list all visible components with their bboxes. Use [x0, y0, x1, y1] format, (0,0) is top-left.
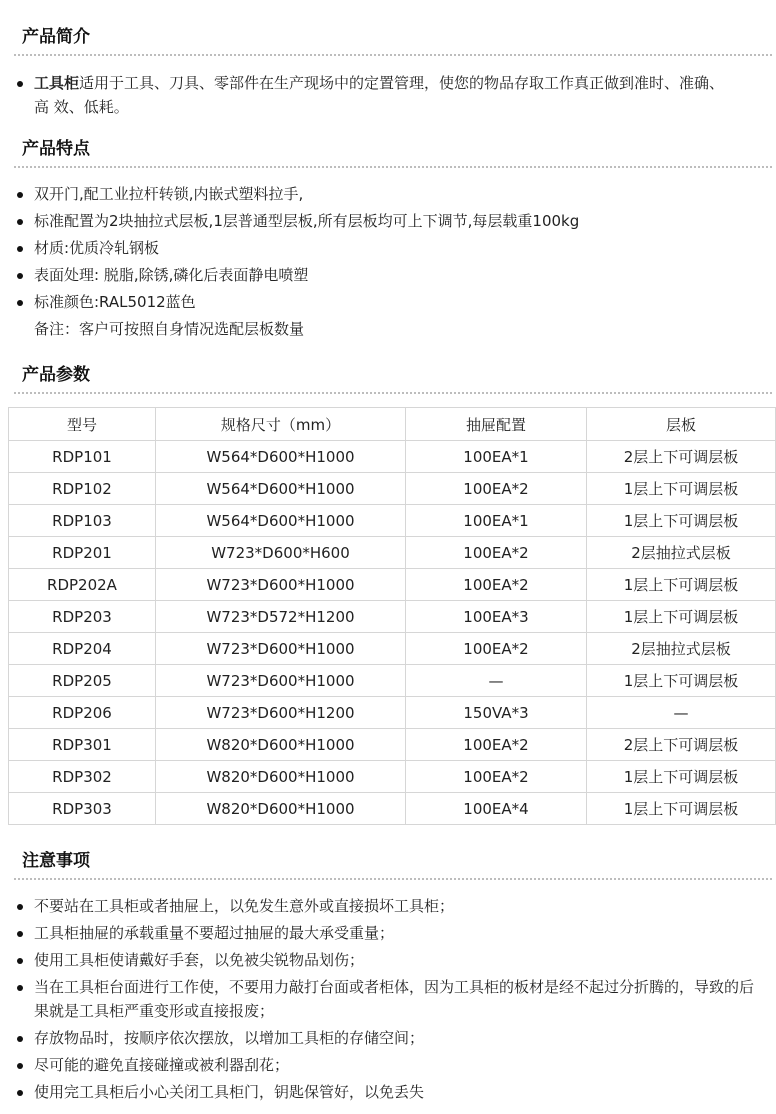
- intro-list: [0, 71, 776, 122]
- feature-item: [0, 182, 776, 206]
- feature-item-text: 标准颜色:RAL5012蓝色: [34, 293, 196, 311]
- table-row: [9, 505, 776, 537]
- cell-drawer: 100EA*2: [406, 729, 587, 761]
- cell-drawer: 100EA*4: [406, 793, 587, 825]
- bullet-dot-icon: [17, 1063, 23, 1069]
- cell-shelf: 2层抽拉式层板: [587, 633, 776, 665]
- cautions-title: 注意事项: [22, 851, 90, 871]
- cell-shelf: 1层上下可调层板: [587, 505, 776, 537]
- header-size: 规格尺寸（mm）: [156, 408, 406, 441]
- cell-drawer: 100EA*2: [406, 473, 587, 505]
- bullet-dot-icon: [17, 219, 23, 225]
- cell-size: W820*D600*H1000: [156, 793, 406, 825]
- cautions-divider: [14, 878, 772, 880]
- table-row: [9, 793, 776, 825]
- table-row: [9, 473, 776, 505]
- cell-model: RDP204: [9, 633, 156, 665]
- header-shelf: 层板: [587, 408, 776, 441]
- bullet-dot-icon: [17, 1036, 23, 1042]
- cell-size: W564*D600*H1000: [156, 505, 406, 537]
- cell-model: RDP203: [9, 601, 156, 633]
- feature-item: [0, 263, 776, 287]
- feature-item: [0, 290, 776, 314]
- bullet-dot-icon: [17, 81, 23, 87]
- feature-item-text: 材质:优质冷轧钢板: [34, 239, 160, 257]
- caution-item-text: 不要站在工具柜或者抽屉上，以免发生意外或直接损坏工具柜；: [34, 897, 455, 915]
- bullet-dot-icon: [17, 958, 23, 964]
- feature-item: [0, 236, 776, 260]
- intro-item-text-line2: 高 效、低耗。: [34, 98, 129, 116]
- params-title: 产品参数: [22, 365, 90, 385]
- spec-table: [8, 407, 776, 825]
- cell-drawer: 100EA*2: [406, 633, 587, 665]
- feature-item-text: 双开门,配工业拉杆转锁,内嵌式塑料拉手,: [34, 185, 304, 203]
- intro-title: 产品简介: [22, 27, 90, 47]
- cell-model: RDP303: [9, 793, 156, 825]
- feature-item-text: 标准配置为2块抽拉式层板,1层普通型层板,所有层板均可上下调节,每层载重100kg: [34, 212, 580, 230]
- caution-item-text: 当在工具柜台面进行工作使，不要用力敲打台面或者柜体，因为工具柜的板材是经不起过分折腾的，导致的后果就是工具柜严重变形或直接报废；: [34, 978, 755, 1020]
- cell-size: W820*D600*H1000: [156, 761, 406, 793]
- params-divider: [14, 392, 772, 394]
- cell-drawer: 150VA*3: [406, 697, 587, 729]
- cell-shelf: 1层上下可调层板: [587, 761, 776, 793]
- intro-item: [0, 71, 776, 119]
- cell-model: RDP301: [9, 729, 156, 761]
- cell-drawer: 100EA*2: [406, 537, 587, 569]
- cell-drawer: 100EA*2: [406, 761, 587, 793]
- bullet-dot-icon: [17, 273, 23, 279]
- cell-drawer: 100EA*2: [406, 569, 587, 601]
- caution-item: [0, 948, 776, 972]
- cell-drawer: 100EA*3: [406, 601, 587, 633]
- features-divider: [14, 166, 772, 168]
- table-row: [9, 441, 776, 473]
- feature-item: [0, 209, 776, 233]
- cell-size: W723*D600*H1000: [156, 569, 406, 601]
- caution-item: [0, 894, 776, 918]
- cell-size: W564*D600*H1000: [156, 441, 406, 473]
- cell-size: W820*D600*H1000: [156, 729, 406, 761]
- cell-model: RDP202A: [9, 569, 156, 601]
- cell-model: RDP302: [9, 761, 156, 793]
- table-row: [9, 537, 776, 569]
- cautions-list: [0, 894, 776, 1107]
- features-list: [0, 182, 776, 317]
- cell-shelf: 2层上下可调层板: [587, 441, 776, 473]
- cell-drawer: 100EA*1: [406, 505, 587, 537]
- bullet-dot-icon: [17, 300, 23, 306]
- caution-item-text: 工具柜抽屉的承载重量不要超过抽屉的最大承受重量；: [34, 924, 395, 942]
- caution-item-text: 尽可能的避免直接碰撞或被利器刮花；: [34, 1056, 290, 1074]
- features-title: 产品特点: [22, 139, 90, 159]
- cell-model: RDP205: [9, 665, 156, 697]
- intro-item-bold: 工具柜: [34, 74, 80, 92]
- caution-item: [0, 921, 776, 945]
- bullet-dot-icon: [17, 985, 23, 991]
- header-drawer: 抽屉配置: [406, 408, 587, 441]
- cell-drawer: —: [406, 665, 587, 697]
- cell-shelf: 1层上下可调层板: [587, 601, 776, 633]
- table-header-row: [9, 408, 776, 441]
- caution-item-text: 使用工具柜使请戴好手套，以免被尖锐物品划伤；: [34, 951, 365, 969]
- cell-size: W723*D600*H600: [156, 537, 406, 569]
- table-row: [9, 729, 776, 761]
- intro-divider: [14, 54, 772, 56]
- bullet-dot-icon: [17, 192, 23, 198]
- cell-shelf: 1层上下可调层板: [587, 473, 776, 505]
- cell-shelf: 1层上下可调层板: [587, 793, 776, 825]
- cell-size: W564*D600*H1000: [156, 473, 406, 505]
- cell-shelf: —: [587, 697, 776, 729]
- cell-model: RDP102: [9, 473, 156, 505]
- caution-item: [0, 1026, 776, 1050]
- cell-shelf: 1层上下可调层板: [587, 665, 776, 697]
- cell-size: W723*D600*H1000: [156, 633, 406, 665]
- cell-shelf: 2层上下可调层板: [587, 729, 776, 761]
- cell-model: RDP103: [9, 505, 156, 537]
- cell-drawer: 100EA*1: [406, 441, 587, 473]
- bullet-dot-icon: [17, 246, 23, 252]
- caution-item: [0, 1080, 776, 1104]
- cell-model: RDP101: [9, 441, 156, 473]
- cell-model: RDP201: [9, 537, 156, 569]
- caution-item: [0, 975, 776, 1023]
- header-model: 型号: [9, 408, 156, 441]
- table-row: [9, 633, 776, 665]
- table-row: [9, 665, 776, 697]
- table-row: [9, 569, 776, 601]
- table-row: [9, 761, 776, 793]
- cell-model: RDP206: [9, 697, 156, 729]
- bullet-dot-icon: [17, 904, 23, 910]
- cell-shelf: 2层抽拉式层板: [587, 537, 776, 569]
- caution-item-text: 存放物品时，按顺序依次摆放，以增加工具柜的存储空间；: [34, 1029, 425, 1047]
- intro-item-text: 适用于工具、刀具、零部件在生产现场中的定置管理，使您的物品存取工作真正做到准时、准确、: [79, 74, 725, 92]
- caution-item: [0, 1053, 776, 1077]
- table-row: [9, 601, 776, 633]
- table-row: [9, 697, 776, 729]
- bullet-dot-icon: [17, 1090, 23, 1096]
- cell-size: W723*D600*H1000: [156, 665, 406, 697]
- cell-size: W723*D600*H1200: [156, 697, 406, 729]
- cell-shelf: 1层上下可调层板: [587, 569, 776, 601]
- cell-size: W723*D572*H1200: [156, 601, 406, 633]
- feature-item-text: 表面处理: 脱脂,除锈,磷化后表面静电喷塑: [34, 266, 309, 284]
- features-note: 备注：客户可按照自身情况选配层板数量: [34, 320, 305, 338]
- bullet-dot-icon: [17, 931, 23, 937]
- caution-item-text: 使用完工具柜后小心关闭工具柜门，钥匙保管好，以免丢失: [34, 1083, 425, 1101]
